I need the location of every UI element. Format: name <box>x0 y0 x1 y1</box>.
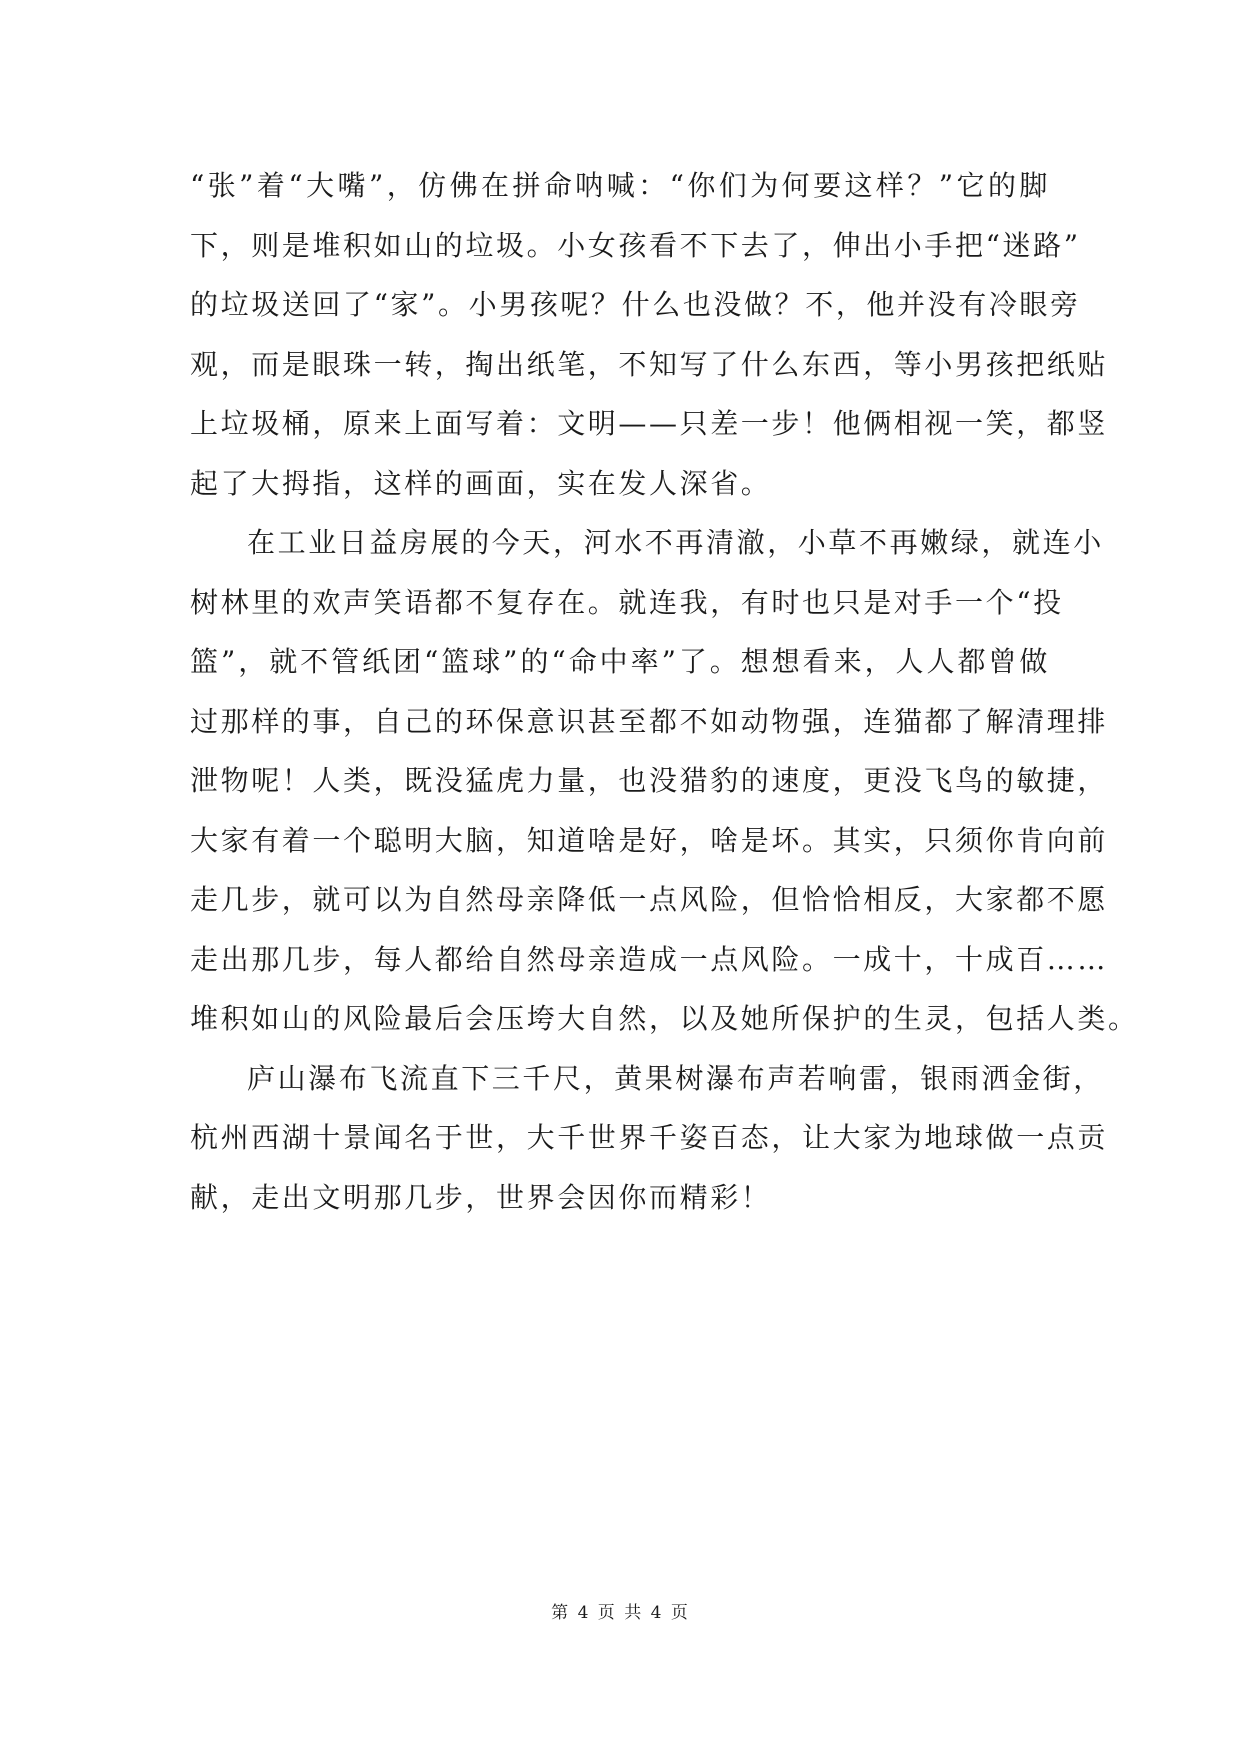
text-line: 在工业日益房展的今天，河水不再清澈，小草不再嫩绿，就连小 <box>247 526 1104 559</box>
text-line: 篮”，就不管纸团“篮球”的“命中率”了。想想看来，人人都曾做 <box>190 645 1050 678</box>
body-text <box>190 156 1139 1227</box>
text-line: 走出那几步，每人都给自然母亲造成一点风险。一成十，十成百…… <box>190 942 1109 976</box>
text-line: “张”着“大嘴”，仿佛在拼命呐喊：“你们为何要这样？”它的脚 <box>190 169 1050 202</box>
paragraph <box>190 1049 1109 1228</box>
paragraph <box>190 513 1139 1049</box>
text-line: 献，走出文明那几步，世界会因你而精彩！ <box>190 1180 772 1214</box>
text-line: 观，而是眼珠一转，掏出纸笔，不知写了什么东西，等小男孩把纸贴 <box>190 347 1109 381</box>
text-line: 堆积如山的风险最后会压垮大自然，以及她所保护的生灵，包括人类。 <box>190 1002 1139 1035</box>
paragraph <box>190 156 1109 513</box>
text-line: 起了大拇指，这样的画面，实在发人深省。 <box>190 466 772 500</box>
text-line: 走几步，就可以为自然母亲降低一点风险，但恰恰相反，大家都不愿 <box>190 883 1109 916</box>
text-line: 的垃圾送回了“家”。小男孩呢？什么也没做？不，他并没有冷眼旁 <box>190 288 1081 321</box>
text-line: 大家有着一个聪明大脑，知道啥是好，啥是坏。其实，只须你肯向前 <box>190 823 1109 857</box>
text-line: 庐山瀑布飞流直下三千尺，黄果树瀑布声若响雷，银雨洒金街， <box>247 1061 1104 1095</box>
text-line: 泄物呢！人类，既没猛虎力量，也没猎豹的速度，更没飞鸟的敏捷， <box>190 764 1109 797</box>
page-number-footer: 第 4 页 共 4 页 <box>551 1603 690 1623</box>
text-line: 上垃圾桶，原来上面写着：文明——只差一步！他俩相视一笑，都竖 <box>190 407 1109 440</box>
text-line: 过那样的事，自己的环保意识甚至都不如动物强，连猫都了解清理排 <box>190 704 1109 738</box>
text-line: 下，则是堆积如山的垃圾。小女孩看不下去了，伸出小手把“迷路” <box>190 228 1081 262</box>
text-line: 杭州西湖十景闻名于世，大千世界千姿百态，让大家为地球做一点贡 <box>190 1121 1109 1154</box>
text-line: 树林里的欢声笑语都不复存在。就连我，有时也只是对手一个“投 <box>190 585 1064 619</box>
